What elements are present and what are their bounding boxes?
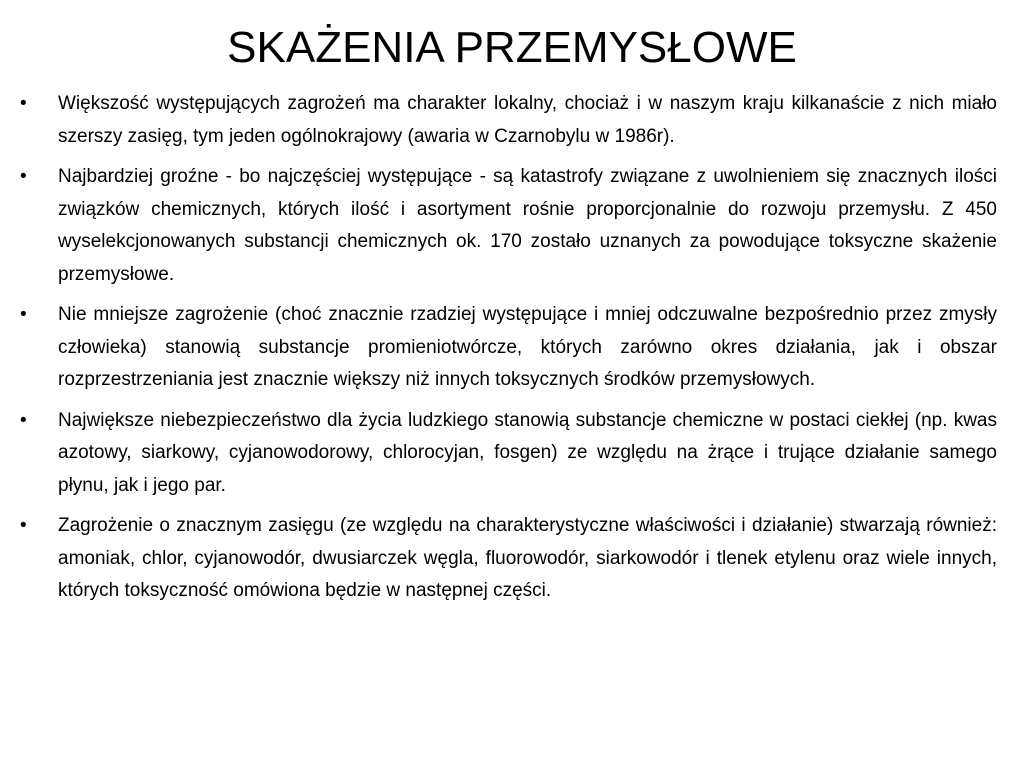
bullet-list bbox=[20, 88, 997, 616]
bullet-dot: • bbox=[20, 93, 27, 114]
bullet-text: Większość występujących zagrożeń ma charakter lokalny, chociaż i w naszym kraju kilkanaście z nich miało szerszy zasięg, tym jeden ogólnokrajowy (awaria w Czarnobylu w 1986r). bbox=[58, 93, 997, 147]
bullet-item bbox=[20, 510, 997, 608]
bullet-text: Zagrożenie o znacznym zasięgu (ze względu na charakterystyczne właściwości i działanie) stwarzają również: amoniak, chlor, cyjanowodór, dwusiarczek węgla, fluorowodór, siarkowodór i tlenek etylenu oraz wiele innych, których toksyczność omówiona będzie w następnej części. bbox=[58, 515, 997, 601]
bullet-item bbox=[20, 88, 997, 153]
bullet-item bbox=[20, 161, 997, 291]
bullet-text: Największe niebezpieczeństwo dla życia ludzkiego stanowią substancje chemiczne w postaci ciekłej (np. kwas azotowy, siarkowy, cyjanowodorowy, chlorocyjan, fosgen) ze względu na żrące i trujące działanie samego płynu, jak i jego par. bbox=[58, 409, 997, 496]
slide-title: SKAŻENIA PRZEMYSŁOWE bbox=[227, 23, 797, 72]
bullet-item bbox=[20, 405, 997, 503]
bullet-dot: • bbox=[20, 409, 27, 431]
bullet-text: Nie mniejsze zagrożenie (choć znacznie rzadziej występujące i mniej odczuwalne bezpośrednio przez zmysły człowieka) stanowią substancje promieniotwórcze, których zarówno okres działania, jak i obszar rozprzestrzeniania jest znacznie większy niż innych toksycznych środków przemysłowych. bbox=[58, 304, 997, 390]
bullet-dot: • bbox=[20, 166, 27, 187]
bullet-item bbox=[20, 299, 997, 397]
bullet-text: Najbardziej groźne - bo najczęściej występujące - są katastrofy związane z uwolnieniem się znacznych ilości związków chemicznych, których ilość i asortyment rośnie proporcjonalnie do rozwoju przemysłu. Z 450 wyselekcjonowanych substancji chemicznych ok. 170 zostało uznanych za powodujące toksyczne skażenie przemysłowe. bbox=[58, 166, 997, 285]
bullet-dot: • bbox=[20, 304, 27, 325]
bullet-dot: • bbox=[20, 515, 27, 536]
